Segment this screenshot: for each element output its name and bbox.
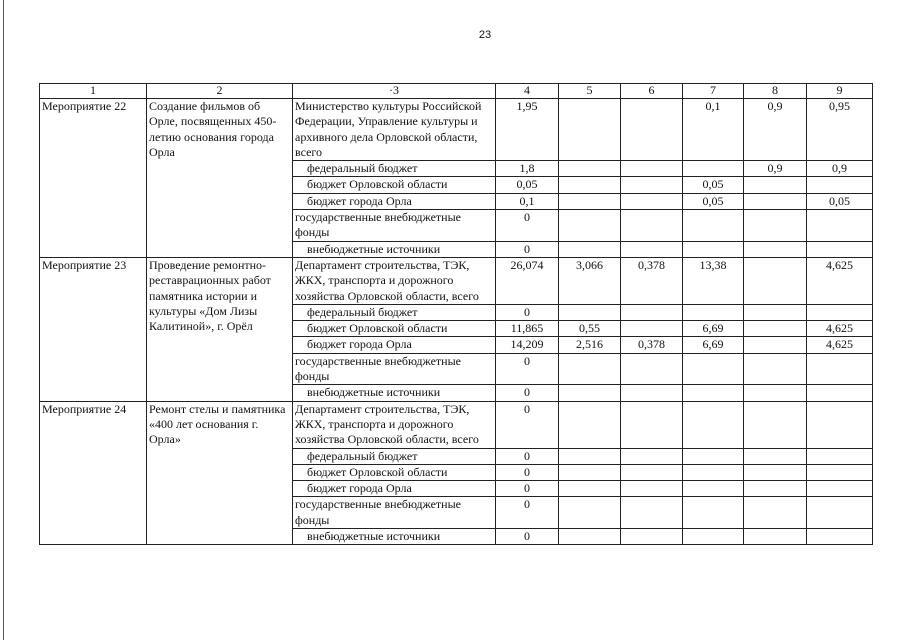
amount-cell-c7 bbox=[683, 353, 744, 385]
amount-cell-c6 bbox=[621, 177, 683, 193]
funding-source: внебюджетные источники bbox=[293, 241, 496, 257]
amount-cell-c4: 1,95 bbox=[496, 99, 559, 161]
amount-cell-c9 bbox=[807, 481, 873, 497]
amount-cell-c9 bbox=[807, 210, 873, 242]
amount-cell-c5 bbox=[559, 385, 621, 401]
amount-cell-c8 bbox=[744, 177, 807, 193]
amount-cell-c8 bbox=[744, 337, 807, 353]
funding-source: внебюджетные источники bbox=[293, 529, 496, 545]
amount-cell-c9 bbox=[807, 385, 873, 401]
funding-source: бюджет Орловской области bbox=[293, 321, 496, 337]
table-row bbox=[40, 257, 873, 304]
amount-cell-c4: 0 bbox=[496, 497, 559, 529]
measure-name: Мероприятие 24 bbox=[40, 401, 147, 545]
amount-cell-c7 bbox=[683, 161, 744, 177]
amount-cell-c9: 4,625 bbox=[807, 321, 873, 337]
amount-cell-c9 bbox=[807, 177, 873, 193]
amount-cell-c6 bbox=[621, 401, 683, 448]
page-edge-line bbox=[3, 0, 4, 640]
amount-cell-c7 bbox=[683, 464, 744, 480]
amount-cell-c9 bbox=[807, 448, 873, 464]
amount-cell-c4: 11,865 bbox=[496, 321, 559, 337]
amount-cell-c6 bbox=[621, 529, 683, 545]
amount-cell-c8 bbox=[744, 385, 807, 401]
amount-cell-c6 bbox=[621, 353, 683, 385]
header-cell: 4 bbox=[496, 84, 559, 99]
amount-cell-c9: 4,625 bbox=[807, 337, 873, 353]
amount-cell-c6 bbox=[621, 304, 683, 320]
amount-cell-c4: 0 bbox=[496, 448, 559, 464]
table-row bbox=[40, 401, 873, 448]
funding-source: государственные внебюджетные фонды bbox=[293, 353, 496, 385]
amount-cell-c8 bbox=[744, 497, 807, 529]
funding-source: государственные внебюджетные фонды bbox=[293, 210, 496, 242]
header-cell: 5 bbox=[559, 84, 621, 99]
amount-cell-c9: 4,625 bbox=[807, 257, 873, 304]
amount-cell-c9 bbox=[807, 241, 873, 257]
amount-cell-c6: 0,378 bbox=[621, 257, 683, 304]
amount-cell-c8: 0,9 bbox=[744, 161, 807, 177]
amount-cell-c9 bbox=[807, 353, 873, 385]
amount-cell-c7 bbox=[683, 497, 744, 529]
amount-cell-c8 bbox=[744, 353, 807, 385]
funding-source: федеральный бюджет bbox=[293, 161, 496, 177]
amount-cell-c9 bbox=[807, 304, 873, 320]
amount-cell-c5 bbox=[559, 497, 621, 529]
funding-source: Департамент строительства, ТЭК, ЖКХ, транспорта и дорожного хозяйства Орловской области, всего bbox=[293, 401, 496, 448]
table-row bbox=[40, 99, 873, 161]
amount-cell-c5 bbox=[559, 241, 621, 257]
amount-cell-c6 bbox=[621, 385, 683, 401]
amount-cell-c8 bbox=[744, 241, 807, 257]
header-cell: 7 bbox=[683, 84, 744, 99]
funding-source: бюджет Орловской области bbox=[293, 177, 496, 193]
measure-description: Проведение ремонтно-реставрационных работ памятника истории и культуры «Дом Лизы Калитиной», г. Орёл bbox=[147, 257, 293, 401]
funding-source: бюджет Орловской области bbox=[293, 464, 496, 480]
amount-cell-c9 bbox=[807, 401, 873, 448]
amount-cell-c6 bbox=[621, 497, 683, 529]
amount-cell-c5 bbox=[559, 304, 621, 320]
amount-cell-c6 bbox=[621, 193, 683, 209]
amount-cell-c6 bbox=[621, 241, 683, 257]
amount-cell-c7 bbox=[683, 401, 744, 448]
funding-source: бюджет города Орла bbox=[293, 481, 496, 497]
amount-cell-c7: 0,1 bbox=[683, 99, 744, 161]
header-row bbox=[40, 84, 873, 99]
amount-cell-c7: 0,05 bbox=[683, 193, 744, 209]
amount-cell-c8 bbox=[744, 529, 807, 545]
header-cell: 2 bbox=[147, 84, 293, 99]
page-number: 23 bbox=[478, 29, 492, 41]
header-cell: 1 bbox=[40, 84, 147, 99]
amount-cell-c7 bbox=[683, 241, 744, 257]
amount-cell-c7: 6,69 bbox=[683, 337, 744, 353]
amount-cell-c7 bbox=[683, 529, 744, 545]
funding-source: бюджет города Орла bbox=[293, 193, 496, 209]
funding-source: бюджет города Орла bbox=[293, 337, 496, 353]
amount-cell-c5: 0,55 bbox=[559, 321, 621, 337]
amount-cell-c9 bbox=[807, 464, 873, 480]
amount-cell-c5 bbox=[559, 99, 621, 161]
amount-cell-c8 bbox=[744, 257, 807, 304]
amount-cell-c6 bbox=[621, 321, 683, 337]
amount-cell-c6 bbox=[621, 448, 683, 464]
amount-cell-c6 bbox=[621, 210, 683, 242]
amount-cell-c6 bbox=[621, 99, 683, 161]
amount-cell-c5 bbox=[559, 161, 621, 177]
amount-cell-c5: 3,066 bbox=[559, 257, 621, 304]
amount-cell-c4: 26,074 bbox=[496, 257, 559, 304]
amount-cell-c8 bbox=[744, 193, 807, 209]
amount-cell-c5 bbox=[559, 481, 621, 497]
amount-cell-c7 bbox=[683, 385, 744, 401]
amount-cell-c9 bbox=[807, 529, 873, 545]
program-table bbox=[39, 83, 873, 545]
amount-cell-c7 bbox=[683, 448, 744, 464]
measure-description: Ремонт стелы и памятника «400 лет основания г. Орла» bbox=[147, 401, 293, 545]
amount-cell-c8 bbox=[744, 304, 807, 320]
amount-cell-c4: 0 bbox=[496, 401, 559, 448]
amount-cell-c4: 0 bbox=[496, 529, 559, 545]
amount-cell-c7 bbox=[683, 210, 744, 242]
amount-cell-c4: 0 bbox=[496, 353, 559, 385]
measure-description: Создание фильмов об Орле, посвященных 450-летию основания города Орла bbox=[147, 99, 293, 258]
amount-cell-c8 bbox=[744, 401, 807, 448]
measure-name: Мероприятие 23 bbox=[40, 257, 147, 401]
table-body bbox=[40, 99, 873, 545]
amount-cell-c5 bbox=[559, 210, 621, 242]
amount-cell-c7 bbox=[683, 481, 744, 497]
amount-cell-c5 bbox=[559, 529, 621, 545]
amount-cell-c6 bbox=[621, 161, 683, 177]
amount-cell-c4: 14,209 bbox=[496, 337, 559, 353]
amount-cell-c8 bbox=[744, 448, 807, 464]
funding-source: Департамент строительства, ТЭК, ЖКХ, транспорта и дорожного хозяйства Орловской области, всего bbox=[293, 257, 496, 304]
funding-source: государственные внебюджетные фонды bbox=[293, 497, 496, 529]
amount-cell-c8 bbox=[744, 481, 807, 497]
amount-cell-c7 bbox=[683, 304, 744, 320]
amount-cell-c6 bbox=[621, 464, 683, 480]
amount-cell-c4: 0 bbox=[496, 481, 559, 497]
amount-cell-c9: 0,05 bbox=[807, 193, 873, 209]
header-cell: 8 bbox=[744, 84, 807, 99]
amount-cell-c5 bbox=[559, 464, 621, 480]
amount-cell-c7: 13,38 bbox=[683, 257, 744, 304]
header-cell: ·3 bbox=[293, 84, 496, 99]
measure-name: Мероприятие 22 bbox=[40, 99, 147, 258]
amount-cell-c8 bbox=[744, 210, 807, 242]
amount-cell-c8 bbox=[744, 321, 807, 337]
header-cell: 6 bbox=[621, 84, 683, 99]
funding-source: внебюджетные источники bbox=[293, 385, 496, 401]
header-cell: 9 bbox=[807, 84, 873, 99]
funding-source: Министерство культуры Российской Федерации, Управление культуры и архивного дела Орловской области, всего bbox=[293, 99, 496, 161]
amount-cell-c9 bbox=[807, 497, 873, 529]
amount-cell-c5 bbox=[559, 177, 621, 193]
amount-cell-c4: 0 bbox=[496, 385, 559, 401]
funding-source: федеральный бюджет bbox=[293, 304, 496, 320]
amount-cell-c7: 0,05 bbox=[683, 177, 744, 193]
amount-cell-c4: 0 bbox=[496, 210, 559, 242]
amount-cell-c7: 6,69 bbox=[683, 321, 744, 337]
amount-cell-c8: 0,9 bbox=[744, 99, 807, 161]
amount-cell-c5 bbox=[559, 193, 621, 209]
amount-cell-c4: 0,05 bbox=[496, 177, 559, 193]
amount-cell-c6: 0,378 bbox=[621, 337, 683, 353]
amount-cell-c4: 0 bbox=[496, 241, 559, 257]
amount-cell-c8 bbox=[744, 464, 807, 480]
amount-cell-c5 bbox=[559, 401, 621, 448]
amount-cell-c5 bbox=[559, 448, 621, 464]
amount-cell-c9: 0,9 bbox=[807, 161, 873, 177]
amount-cell-c4: 0,1 bbox=[496, 193, 559, 209]
funding-source: федеральный бюджет bbox=[293, 448, 496, 464]
amount-cell-c6 bbox=[621, 481, 683, 497]
amount-cell-c4: 1,8 bbox=[496, 161, 559, 177]
amount-cell-c5 bbox=[559, 353, 621, 385]
amount-cell-c4: 0 bbox=[496, 304, 559, 320]
amount-cell-c4: 0 bbox=[496, 464, 559, 480]
amount-cell-c5: 2,516 bbox=[559, 337, 621, 353]
amount-cell-c9: 0,95 bbox=[807, 99, 873, 161]
